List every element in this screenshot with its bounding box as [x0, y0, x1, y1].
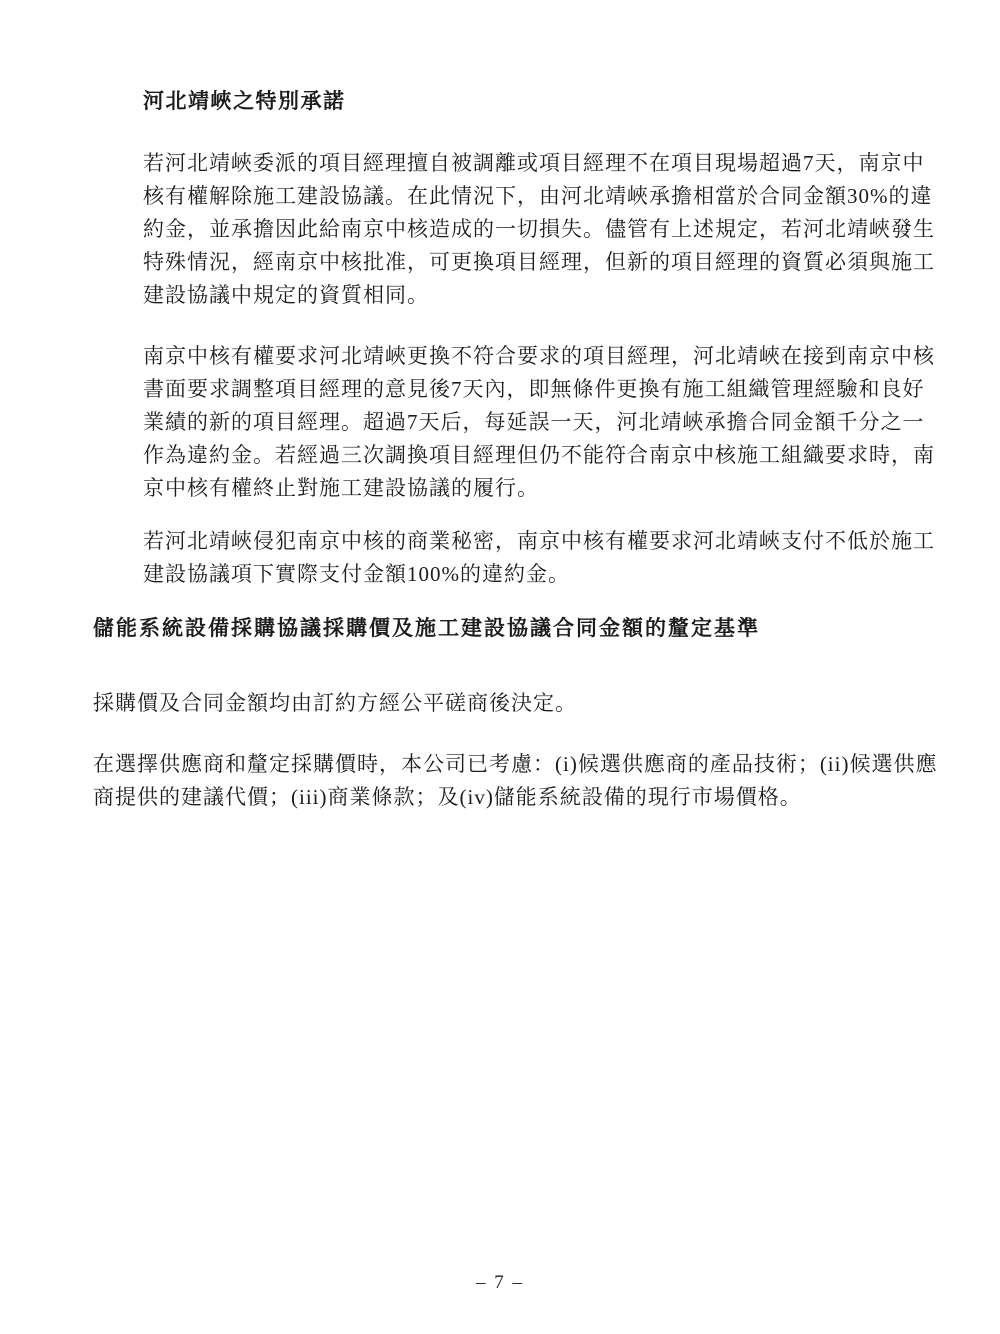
text-line: 核有權解除施工建設協議。在此情況下，由河北靖峽承擔相當於合同金額30%的違	[143, 184, 933, 208]
text-line: 建設協議中規定的資質相同。	[143, 283, 429, 307]
paragraph	[143, 147, 935, 312]
text-line: 在選擇供應商和釐定採購價時，本公司已考慮：(i)候選供應商的產品技術；(ii)候選供應	[93, 752, 938, 776]
section2-paragraphs	[93, 687, 938, 814]
section1-heading: 河北靖峽之特別承諾	[143, 89, 346, 113]
paragraph	[143, 340, 935, 505]
text-line: 南京中核有權要求河北靖峽更換不符合要求的項目經理，河北靖峽在接到南京中核	[143, 344, 935, 368]
section1-paragraphs	[143, 147, 935, 591]
text-line: 若河北靖峽侵犯南京中核的商業秘密，南京中核有權要求河北靖峽支付不低於施工	[143, 529, 935, 553]
section2-heading: 儲能系統設備採購協議採購價及施工建設協議合同金額的釐定基準	[93, 616, 760, 640]
text-line: 商提供的建議代價；(iii)商業條款；及(iv)儲能系統設備的現行市場價格。	[93, 785, 802, 809]
text-line: 若河北靖峽委派的項目經理擅自被調離或項目經理不在項目現場超過7天，南京中	[143, 151, 925, 175]
paragraph	[93, 687, 907, 720]
text-line: 作為違約金。若經過三次調換項目經理但仍不能符合南京中核施工組織要求時，南	[143, 443, 935, 467]
paragraph	[143, 525, 935, 591]
text-line: 京中核有權終止對施工建設協議的履行。	[143, 476, 539, 500]
page-number: – 7 –	[476, 1272, 524, 1293]
document-content	[93, 85, 938, 814]
text-line: 特殊情況，經南京中核批准，可更換項目經理，但新的項目經理的資質必須與施工	[143, 250, 935, 274]
text-line: 約金，並承擔因此給南京中核造成的一切損失。儘管有上述規定，若河北靖峽發生	[143, 217, 935, 241]
text-line: 書面要求調整項目經理的意見後7天內，即無條件更換有施工組織管理經驗和良好	[143, 377, 925, 401]
paragraph	[93, 748, 938, 814]
text-line: 建設協議項下實際支付金額100%的違約金。	[143, 562, 570, 586]
text-line: 業績的新的項目經理。超過7天后，每延誤一天，河北靖峽承擔合同金額千分之一	[143, 410, 925, 434]
text-line: 採購價及合同金額均由訂約方經公平磋商後決定。	[93, 691, 577, 715]
